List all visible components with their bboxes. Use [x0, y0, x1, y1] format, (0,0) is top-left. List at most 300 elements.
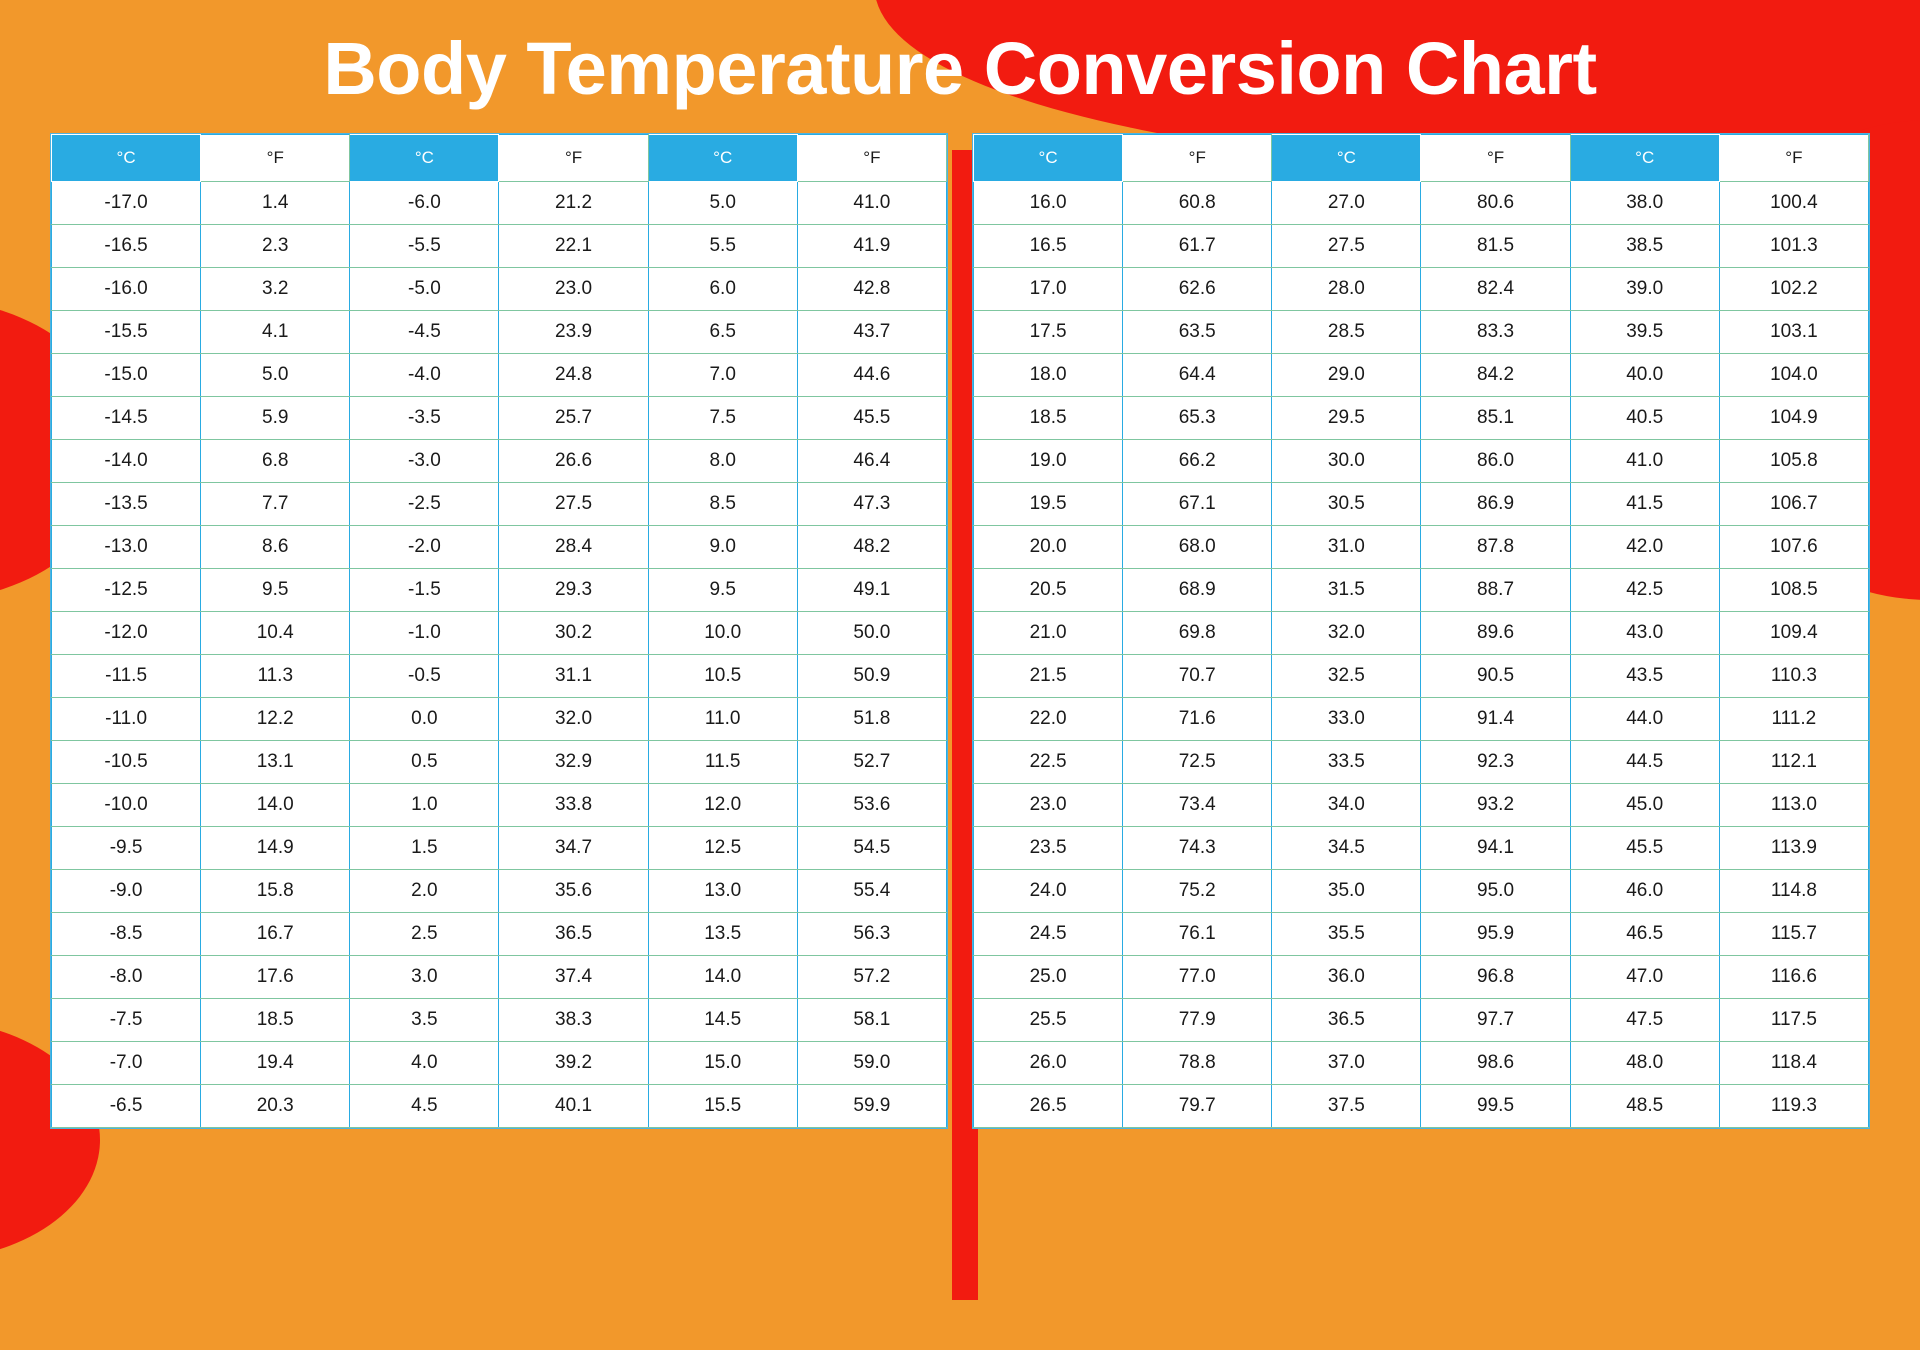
cell-fahrenheit: 87.8: [1421, 526, 1570, 569]
column-header-fahrenheit-2: °F: [499, 135, 648, 182]
cell-celsius: 17.5: [974, 311, 1123, 354]
table-row: [974, 483, 1869, 526]
cell-celsius: 45.5: [1570, 827, 1719, 870]
table-row: [52, 311, 947, 354]
table-row: [52, 483, 947, 526]
cell-celsius: 39.0: [1570, 268, 1719, 311]
cell-fahrenheit: 41.0: [797, 182, 946, 225]
table-row: [974, 268, 1869, 311]
page-title: Body Temperature Conversion Chart: [323, 27, 1597, 110]
cell-celsius: -12.0: [52, 612, 201, 655]
cell-celsius: -10.0: [52, 784, 201, 827]
cell-celsius: 48.0: [1570, 1042, 1719, 1085]
cell-fahrenheit: 12.2: [201, 698, 350, 741]
cell-celsius: 0.0: [350, 698, 499, 741]
left-table-card: [50, 133, 948, 1129]
cell-fahrenheit: 97.7: [1421, 999, 1570, 1042]
cell-fahrenheit: 111.2: [1719, 698, 1868, 741]
cell-fahrenheit: 59.9: [797, 1085, 946, 1128]
cell-fahrenheit: 32.0: [499, 698, 648, 741]
cell-fahrenheit: 39.2: [499, 1042, 648, 1085]
cell-celsius: 38.5: [1570, 225, 1719, 268]
cell-celsius: 8.0: [648, 440, 797, 483]
cell-fahrenheit: 44.6: [797, 354, 946, 397]
cell-fahrenheit: 107.6: [1719, 526, 1868, 569]
table-row: [974, 225, 1869, 268]
cell-celsius: 1.0: [350, 784, 499, 827]
table-row: [52, 870, 947, 913]
cell-celsius: 5.0: [648, 182, 797, 225]
cell-fahrenheit: 103.1: [1719, 311, 1868, 354]
table-row: [52, 268, 947, 311]
cell-celsius: -10.5: [52, 741, 201, 784]
cell-fahrenheit: 36.5: [499, 913, 648, 956]
cell-celsius: 12.5: [648, 827, 797, 870]
cell-celsius: 39.5: [1570, 311, 1719, 354]
cell-fahrenheit: 2.3: [201, 225, 350, 268]
cell-celsius: 38.0: [1570, 182, 1719, 225]
cell-fahrenheit: 26.6: [499, 440, 648, 483]
cell-fahrenheit: 22.1: [499, 225, 648, 268]
cell-celsius: 34.0: [1272, 784, 1421, 827]
cell-celsius: 25.5: [974, 999, 1123, 1042]
cell-fahrenheit: 5.0: [201, 354, 350, 397]
cell-fahrenheit: 108.5: [1719, 569, 1868, 612]
cell-fahrenheit: 27.5: [499, 483, 648, 526]
cell-fahrenheit: 113.9: [1719, 827, 1868, 870]
table-row: [52, 956, 947, 999]
cell-fahrenheit: 59.0: [797, 1042, 946, 1085]
cell-celsius: 7.5: [648, 397, 797, 440]
cell-celsius: 2.0: [350, 870, 499, 913]
cell-celsius: 10.0: [648, 612, 797, 655]
column-header-fahrenheit-1: °F: [1123, 135, 1272, 182]
cell-celsius: 34.5: [1272, 827, 1421, 870]
cell-celsius: -8.0: [52, 956, 201, 999]
conversion-table-right: [973, 134, 1869, 1128]
cell-celsius: 12.0: [648, 784, 797, 827]
cell-fahrenheit: 93.2: [1421, 784, 1570, 827]
cell-celsius: -7.5: [52, 999, 201, 1042]
table-row: [974, 354, 1869, 397]
cell-celsius: 36.5: [1272, 999, 1421, 1042]
cell-celsius: 23.0: [974, 784, 1123, 827]
cell-celsius: 37.0: [1272, 1042, 1421, 1085]
cell-fahrenheit: 13.1: [201, 741, 350, 784]
cell-celsius: 30.5: [1272, 483, 1421, 526]
cell-celsius: -2.0: [350, 526, 499, 569]
table-row: [974, 784, 1869, 827]
cell-fahrenheit: 113.0: [1719, 784, 1868, 827]
table-row: [52, 1042, 947, 1085]
cell-fahrenheit: 48.2: [797, 526, 946, 569]
cell-fahrenheit: 14.0: [201, 784, 350, 827]
cell-fahrenheit: 74.3: [1123, 827, 1272, 870]
cell-celsius: 17.0: [974, 268, 1123, 311]
cell-fahrenheit: 47.3: [797, 483, 946, 526]
cell-fahrenheit: 65.3: [1123, 397, 1272, 440]
cell-fahrenheit: 83.3: [1421, 311, 1570, 354]
table-row: [974, 655, 1869, 698]
cell-celsius: -8.5: [52, 913, 201, 956]
cell-celsius: 28.0: [1272, 268, 1421, 311]
cell-fahrenheit: 35.6: [499, 870, 648, 913]
cell-celsius: -11.0: [52, 698, 201, 741]
table-row: [52, 784, 947, 827]
cell-fahrenheit: 6.8: [201, 440, 350, 483]
table-row: [52, 397, 947, 440]
cell-fahrenheit: 79.7: [1123, 1085, 1272, 1128]
cell-fahrenheit: 4.1: [201, 311, 350, 354]
cell-fahrenheit: 18.5: [201, 999, 350, 1042]
cell-fahrenheit: 92.3: [1421, 741, 1570, 784]
cell-fahrenheit: 42.8: [797, 268, 946, 311]
tables-container: [0, 111, 1920, 1129]
cell-fahrenheit: 32.9: [499, 741, 648, 784]
cell-celsius: 42.5: [1570, 569, 1719, 612]
cell-fahrenheit: 104.9: [1719, 397, 1868, 440]
cell-fahrenheit: 115.7: [1719, 913, 1868, 956]
cell-celsius: 31.5: [1272, 569, 1421, 612]
cell-fahrenheit: 9.5: [201, 569, 350, 612]
cell-celsius: 31.0: [1272, 526, 1421, 569]
cell-fahrenheit: 99.5: [1421, 1085, 1570, 1128]
cell-fahrenheit: 58.1: [797, 999, 946, 1042]
cell-celsius: -7.0: [52, 1042, 201, 1085]
cell-fahrenheit: 30.2: [499, 612, 648, 655]
cell-celsius: 9.0: [648, 526, 797, 569]
cell-fahrenheit: 101.3: [1719, 225, 1868, 268]
cell-fahrenheit: 86.0: [1421, 440, 1570, 483]
table-row: [974, 1085, 1869, 1128]
cell-celsius: 15.5: [648, 1085, 797, 1128]
cell-celsius: 33.0: [1272, 698, 1421, 741]
cell-fahrenheit: 60.8: [1123, 182, 1272, 225]
cell-celsius: 26.0: [974, 1042, 1123, 1085]
cell-fahrenheit: 25.7: [499, 397, 648, 440]
table-row: [974, 827, 1869, 870]
cell-fahrenheit: 94.1: [1421, 827, 1570, 870]
table-row: [974, 741, 1869, 784]
cell-fahrenheit: 110.3: [1719, 655, 1868, 698]
cell-celsius: 16.0: [974, 182, 1123, 225]
cell-celsius: 11.0: [648, 698, 797, 741]
cell-fahrenheit: 66.2: [1123, 440, 1272, 483]
cell-fahrenheit: 41.9: [797, 225, 946, 268]
cell-celsius: 19.0: [974, 440, 1123, 483]
cell-celsius: 4.5: [350, 1085, 499, 1128]
cell-fahrenheit: 50.0: [797, 612, 946, 655]
table-row: [52, 913, 947, 956]
cell-fahrenheit: 84.2: [1421, 354, 1570, 397]
table-row: [974, 870, 1869, 913]
cell-celsius: 13.0: [648, 870, 797, 913]
cell-fahrenheit: 28.4: [499, 526, 648, 569]
cell-fahrenheit: 23.9: [499, 311, 648, 354]
cell-fahrenheit: 56.3: [797, 913, 946, 956]
cell-celsius: 29.5: [1272, 397, 1421, 440]
table-row: [974, 182, 1869, 225]
table-row: [974, 1042, 1869, 1085]
cell-fahrenheit: 68.0: [1123, 526, 1272, 569]
cell-celsius: 35.5: [1272, 913, 1421, 956]
cell-celsius: -0.5: [350, 655, 499, 698]
cell-fahrenheit: 96.8: [1421, 956, 1570, 999]
cell-fahrenheit: 67.1: [1123, 483, 1272, 526]
cell-fahrenheit: 68.9: [1123, 569, 1272, 612]
cell-celsius: 6.5: [648, 311, 797, 354]
cell-fahrenheit: 51.8: [797, 698, 946, 741]
cell-celsius: -13.0: [52, 526, 201, 569]
cell-celsius: 14.0: [648, 956, 797, 999]
cell-celsius: 21.0: [974, 612, 1123, 655]
cell-fahrenheit: 49.1: [797, 569, 946, 612]
table-row: [52, 569, 947, 612]
cell-celsius: -13.5: [52, 483, 201, 526]
cell-fahrenheit: 119.3: [1719, 1085, 1868, 1128]
table-row: [974, 311, 1869, 354]
cell-fahrenheit: 112.1: [1719, 741, 1868, 784]
cell-celsius: 43.5: [1570, 655, 1719, 698]
cell-fahrenheit: 53.6: [797, 784, 946, 827]
cell-celsius: -11.5: [52, 655, 201, 698]
cell-celsius: -16.5: [52, 225, 201, 268]
cell-celsius: -2.5: [350, 483, 499, 526]
cell-celsius: 47.0: [1570, 956, 1719, 999]
cell-celsius: 30.0: [1272, 440, 1421, 483]
cell-celsius: 14.5: [648, 999, 797, 1042]
cell-fahrenheit: 95.0: [1421, 870, 1570, 913]
cell-fahrenheit: 70.7: [1123, 655, 1272, 698]
cell-fahrenheit: 57.2: [797, 956, 946, 999]
cell-fahrenheit: 46.4: [797, 440, 946, 483]
cell-fahrenheit: 90.5: [1421, 655, 1570, 698]
cell-fahrenheit: 34.7: [499, 827, 648, 870]
cell-celsius: 44.0: [1570, 698, 1719, 741]
column-header-celsius-1: °C: [52, 135, 201, 182]
cell-celsius: -15.5: [52, 311, 201, 354]
table-row: [52, 741, 947, 784]
cell-fahrenheit: 100.4: [1719, 182, 1868, 225]
column-header-fahrenheit-3: °F: [797, 135, 946, 182]
cell-celsius: -15.0: [52, 354, 201, 397]
table-row: [52, 655, 947, 698]
cell-celsius: 28.5: [1272, 311, 1421, 354]
cell-celsius: -1.0: [350, 612, 499, 655]
cell-fahrenheit: 23.0: [499, 268, 648, 311]
cell-celsius: -17.0: [52, 182, 201, 225]
cell-celsius: 41.0: [1570, 440, 1719, 483]
cell-fahrenheit: 78.8: [1123, 1042, 1272, 1085]
cell-celsius: 3.5: [350, 999, 499, 1042]
cell-fahrenheit: 50.9: [797, 655, 946, 698]
column-header-fahrenheit-2: °F: [1421, 135, 1570, 182]
cell-fahrenheit: 8.6: [201, 526, 350, 569]
cell-celsius: 2.5: [350, 913, 499, 956]
cell-celsius: -3.5: [350, 397, 499, 440]
cell-celsius: 7.0: [648, 354, 797, 397]
cell-celsius: 11.5: [648, 741, 797, 784]
cell-celsius: 45.0: [1570, 784, 1719, 827]
table-row: [974, 397, 1869, 440]
cell-celsius: 15.0: [648, 1042, 797, 1085]
cell-celsius: -9.0: [52, 870, 201, 913]
cell-celsius: 20.0: [974, 526, 1123, 569]
cell-fahrenheit: 85.1: [1421, 397, 1570, 440]
cell-fahrenheit: 89.6: [1421, 612, 1570, 655]
cell-celsius: 29.0: [1272, 354, 1421, 397]
table-row: [52, 999, 947, 1042]
cell-fahrenheit: 19.4: [201, 1042, 350, 1085]
table-row: [52, 526, 947, 569]
table-row: [974, 999, 1869, 1042]
cell-fahrenheit: 55.4: [797, 870, 946, 913]
cell-fahrenheit: 37.4: [499, 956, 648, 999]
table-header-row: [974, 135, 1869, 182]
cell-celsius: -6.5: [52, 1085, 201, 1128]
cell-fahrenheit: 91.4: [1421, 698, 1570, 741]
cell-celsius: 47.5: [1570, 999, 1719, 1042]
cell-celsius: 46.0: [1570, 870, 1719, 913]
cell-fahrenheit: 17.6: [201, 956, 350, 999]
column-header-fahrenheit-1: °F: [201, 135, 350, 182]
cell-celsius: 13.5: [648, 913, 797, 956]
cell-fahrenheit: 45.5: [797, 397, 946, 440]
cell-celsius: -4.5: [350, 311, 499, 354]
table-row: [52, 827, 947, 870]
cell-fahrenheit: 7.7: [201, 483, 350, 526]
table-row: [974, 526, 1869, 569]
cell-celsius: 20.5: [974, 569, 1123, 612]
table-row: [974, 913, 1869, 956]
cell-fahrenheit: 109.4: [1719, 612, 1868, 655]
cell-celsius: -14.5: [52, 397, 201, 440]
cell-fahrenheit: 38.3: [499, 999, 648, 1042]
cell-fahrenheit: 86.9: [1421, 483, 1570, 526]
cell-celsius: 35.0: [1272, 870, 1421, 913]
table-row: [974, 440, 1869, 483]
cell-fahrenheit: 80.6: [1421, 182, 1570, 225]
table-header-row: [52, 135, 947, 182]
cell-fahrenheit: 40.1: [499, 1085, 648, 1128]
cell-celsius: -4.0: [350, 354, 499, 397]
table-row: [52, 1085, 947, 1128]
table-row: [52, 698, 947, 741]
cell-celsius: 10.5: [648, 655, 797, 698]
cell-fahrenheit: 16.7: [201, 913, 350, 956]
cell-celsius: 3.0: [350, 956, 499, 999]
cell-fahrenheit: 20.3: [201, 1085, 350, 1128]
cell-fahrenheit: 14.9: [201, 827, 350, 870]
cell-fahrenheit: 105.8: [1719, 440, 1868, 483]
cell-fahrenheit: 24.8: [499, 354, 648, 397]
cell-celsius: -16.0: [52, 268, 201, 311]
table-row: [974, 612, 1869, 655]
column-header-celsius-3: °C: [1570, 135, 1719, 182]
cell-fahrenheit: 11.3: [201, 655, 350, 698]
column-header-celsius-2: °C: [350, 135, 499, 182]
cell-fahrenheit: 15.8: [201, 870, 350, 913]
cell-celsius: 48.5: [1570, 1085, 1719, 1128]
cell-celsius: 23.5: [974, 827, 1123, 870]
cell-fahrenheit: 82.4: [1421, 268, 1570, 311]
cell-fahrenheit: 69.8: [1123, 612, 1272, 655]
cell-celsius: 33.5: [1272, 741, 1421, 784]
cell-fahrenheit: 3.2: [201, 268, 350, 311]
table-row: [52, 225, 947, 268]
cell-celsius: 32.0: [1272, 612, 1421, 655]
right-table-card: [972, 133, 1870, 1129]
cell-celsius: 0.5: [350, 741, 499, 784]
cell-celsius: 43.0: [1570, 612, 1719, 655]
cell-celsius: -9.5: [52, 827, 201, 870]
cell-celsius: -5.5: [350, 225, 499, 268]
cell-celsius: 21.5: [974, 655, 1123, 698]
cell-fahrenheit: 116.6: [1719, 956, 1868, 999]
cell-celsius: 46.5: [1570, 913, 1719, 956]
cell-fahrenheit: 72.5: [1123, 741, 1272, 784]
cell-fahrenheit: 118.4: [1719, 1042, 1868, 1085]
column-header-celsius-1: °C: [974, 135, 1123, 182]
cell-celsius: 25.0: [974, 956, 1123, 999]
column-header-fahrenheit-3: °F: [1719, 135, 1868, 182]
cell-celsius: 1.5: [350, 827, 499, 870]
cell-fahrenheit: 88.7: [1421, 569, 1570, 612]
cell-celsius: 22.5: [974, 741, 1123, 784]
cell-celsius: 16.5: [974, 225, 1123, 268]
cell-celsius: 19.5: [974, 483, 1123, 526]
cell-celsius: 5.5: [648, 225, 797, 268]
cell-celsius: -3.0: [350, 440, 499, 483]
cell-fahrenheit: 1.4: [201, 182, 350, 225]
cell-celsius: 6.0: [648, 268, 797, 311]
cell-fahrenheit: 71.6: [1123, 698, 1272, 741]
cell-fahrenheit: 5.9: [201, 397, 350, 440]
cell-celsius: -6.0: [350, 182, 499, 225]
cell-celsius: 44.5: [1570, 741, 1719, 784]
cell-celsius: 37.5: [1272, 1085, 1421, 1128]
cell-fahrenheit: 31.1: [499, 655, 648, 698]
cell-fahrenheit: 77.9: [1123, 999, 1272, 1042]
cell-celsius: 40.0: [1570, 354, 1719, 397]
cell-fahrenheit: 77.0: [1123, 956, 1272, 999]
cell-celsius: 18.5: [974, 397, 1123, 440]
cell-fahrenheit: 81.5: [1421, 225, 1570, 268]
cell-celsius: 9.5: [648, 569, 797, 612]
conversion-table-left: [51, 134, 947, 1128]
cell-celsius: 26.5: [974, 1085, 1123, 1128]
cell-celsius: 4.0: [350, 1042, 499, 1085]
cell-celsius: 27.0: [1272, 182, 1421, 225]
cell-fahrenheit: 52.7: [797, 741, 946, 784]
cell-celsius: 36.0: [1272, 956, 1421, 999]
cell-celsius: 40.5: [1570, 397, 1719, 440]
table-row: [52, 440, 947, 483]
cell-celsius: 8.5: [648, 483, 797, 526]
cell-fahrenheit: 98.6: [1421, 1042, 1570, 1085]
cell-fahrenheit: 29.3: [499, 569, 648, 612]
cell-fahrenheit: 95.9: [1421, 913, 1570, 956]
cell-fahrenheit: 61.7: [1123, 225, 1272, 268]
cell-fahrenheit: 76.1: [1123, 913, 1272, 956]
cell-celsius: 22.0: [974, 698, 1123, 741]
cell-celsius: 18.0: [974, 354, 1123, 397]
cell-fahrenheit: 75.2: [1123, 870, 1272, 913]
cell-celsius: 24.5: [974, 913, 1123, 956]
cell-celsius: -14.0: [52, 440, 201, 483]
cell-fahrenheit: 117.5: [1719, 999, 1868, 1042]
cell-fahrenheit: 33.8: [499, 784, 648, 827]
